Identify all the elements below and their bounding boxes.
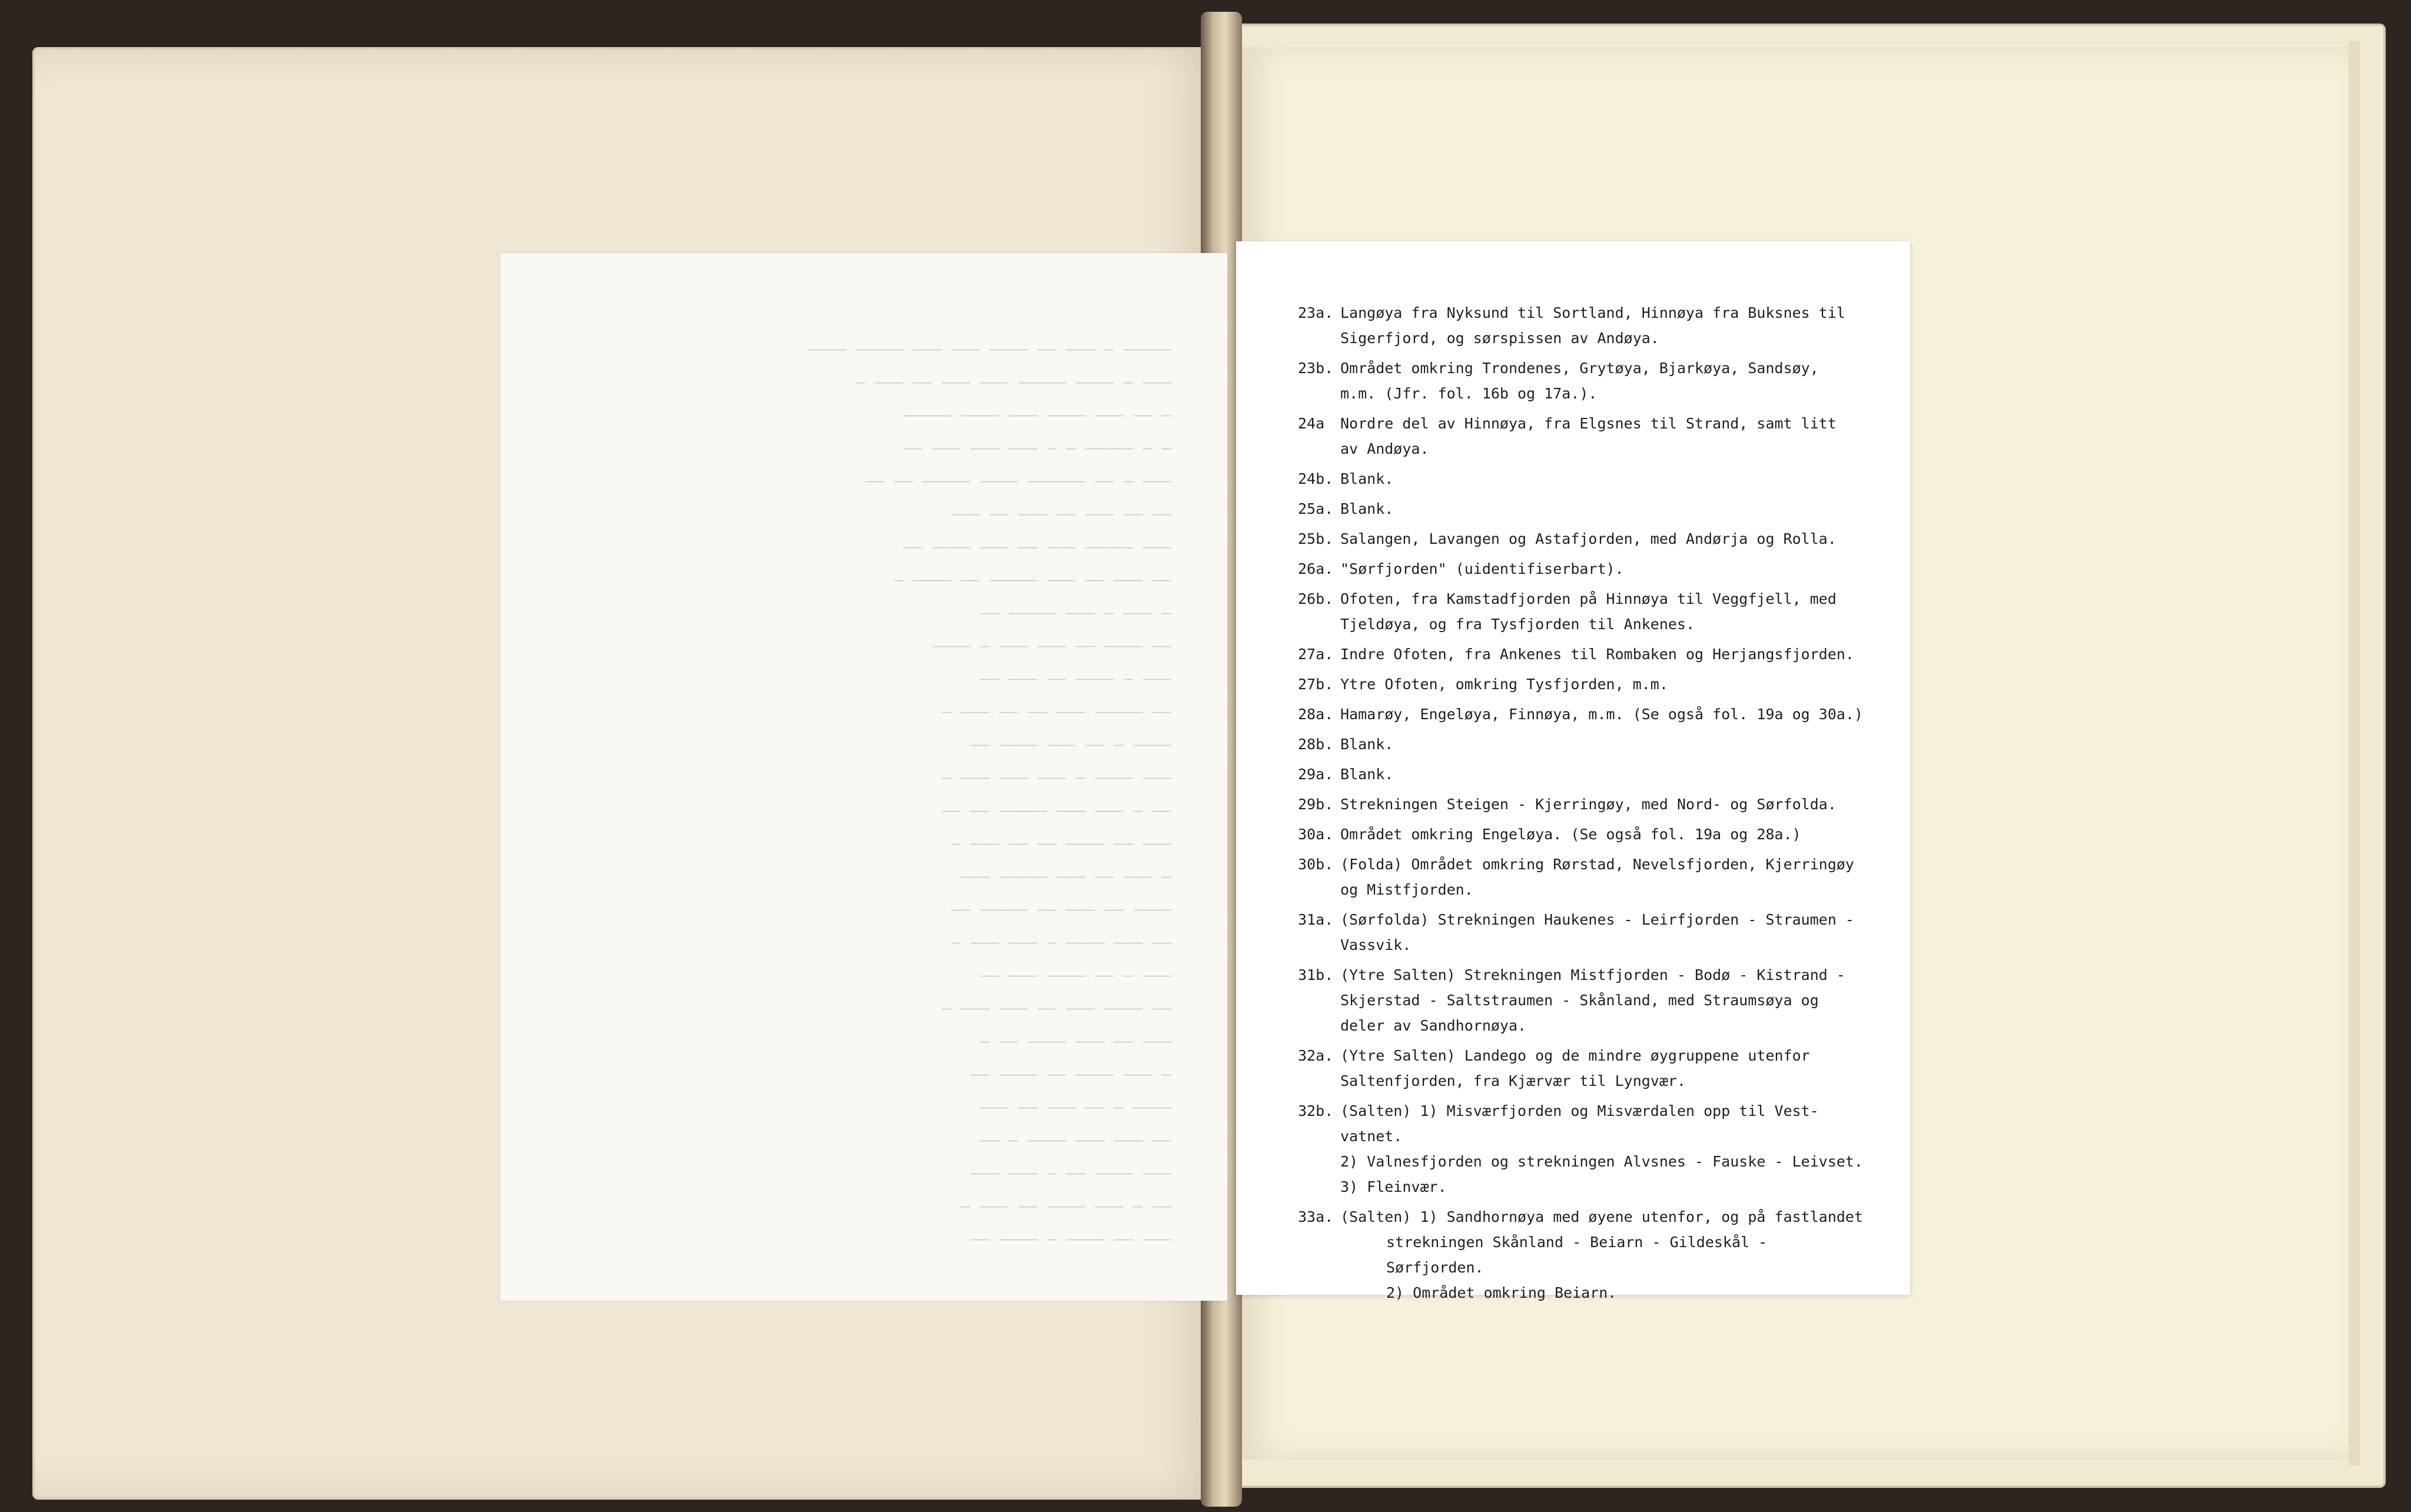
folio-code: 23b. — [1298, 360, 1334, 377]
entry-first-line — [1298, 411, 1898, 436]
index-entry — [1298, 762, 1898, 787]
entry-first-line — [1298, 672, 1898, 697]
entry-text: Området omkring Trondenes, Grytøya, Bjarkøya, Sandsøy, — [1340, 360, 1819, 377]
entry-continuation-line: 2) Området omkring Beiarn. — [1386, 1284, 1617, 1301]
index-entry — [1298, 496, 1898, 521]
entry-continuation-line: Sigerfjord, og sørspissen av Andøya. — [1340, 330, 1659, 347]
folio-code: 26a. — [1298, 560, 1334, 577]
folio-code: 25b. — [1298, 530, 1334, 547]
entry-continuation-line: 3) Fleinvær. — [1340, 1178, 1447, 1195]
entry-text: Ytre Ofoten, omkring Tysfjorden, m.m. — [1340, 676, 1668, 693]
entry-continuation-line: Vassvik. — [1340, 936, 1412, 953]
index-entry — [1298, 962, 1898, 1038]
entry-continuation-line: Tjeldøya, og fra Tysfjorden til Ankenes. — [1340, 616, 1695, 633]
index-entry — [1298, 355, 1898, 406]
entry-text: (Salten) 1) Misværfjorden og Misværdalen opp til Vest- — [1340, 1102, 1819, 1119]
index-entry — [1298, 586, 1898, 637]
entry-continuation-line: Skjerstad - Saltstraumen - Skånland, med Straumsøya og — [1340, 992, 1819, 1009]
folio-code: 30b. — [1298, 856, 1334, 873]
entry-text: Ofoten, fra Kamstadfjorden på Hinnøya til Veggfjell, med — [1340, 590, 1837, 607]
entry-text: Salangen, Lavangen og Astafjorden, med Andørja og Rolla. — [1340, 530, 1837, 547]
entry-first-line — [1298, 702, 1898, 727]
entry-first-line — [1298, 586, 1898, 612]
entry-text: Hamarøy, Engeløya, Finnøya, m.m. (Se også fol. 19a og 30a.) — [1340, 706, 1864, 723]
entry-text: Blank. — [1340, 766, 1394, 783]
entry-text: "Sørfjorden" (uidentifiserbart). — [1340, 560, 1624, 577]
folio-code: 29b. — [1298, 796, 1334, 813]
folio-code: 31b. — [1298, 966, 1334, 983]
folio-code: 33a. — [1298, 1208, 1334, 1225]
folio-code: 32a. — [1298, 1047, 1334, 1064]
entry-text: Langøya fra Nyksund til Sortland, Hinnøya fra Buksnes til — [1340, 304, 1845, 321]
index-entry — [1298, 672, 1898, 697]
entry-first-line — [1298, 300, 1898, 325]
reversed-sheet — [500, 253, 1227, 1301]
index-entry — [1298, 702, 1898, 727]
folio-code: 24a — [1298, 415, 1325, 432]
entry-continuation-line: og Mistfjorden. — [1340, 881, 1473, 898]
entry-first-line — [1298, 732, 1898, 757]
entry-first-line — [1298, 642, 1898, 667]
folio-code: 25a. — [1298, 500, 1334, 517]
entry-text: (Sørfolda) Strekningen Haukenes - Leirfjorden - Straumen - — [1340, 911, 1854, 928]
entry-first-line — [1298, 526, 1898, 551]
entry-text: Blank. — [1340, 500, 1394, 517]
entry-text: (Folda) Området omkring Rørstad, Nevelsfjorden, Kjerringøy — [1340, 856, 1854, 873]
index-entry — [1298, 907, 1898, 958]
entry-first-line — [1298, 962, 1898, 988]
index-entry — [1298, 466, 1898, 491]
index-entry — [1298, 642, 1898, 667]
index-sheet — [1236, 241, 1910, 1301]
index-entry — [1298, 411, 1898, 461]
index-entry — [1298, 556, 1898, 581]
folio-code: 28b. — [1298, 736, 1334, 753]
entry-first-line — [1298, 496, 1898, 521]
entry-continuation-line: strekningen Skånland - Beiarn - Gildeskål - — [1386, 1234, 1768, 1251]
entry-first-line — [1298, 1098, 1898, 1124]
page-edges — [2349, 41, 2360, 1466]
folio-code: 29a. — [1298, 766, 1334, 783]
folio-code: 26b. — [1298, 590, 1334, 607]
folio-code: 32b. — [1298, 1102, 1334, 1119]
entry-text: Blank. — [1340, 736, 1394, 753]
index-entry — [1298, 1204, 1898, 1305]
entry-first-line — [1298, 556, 1898, 581]
index-entry — [1298, 1043, 1898, 1094]
index-entry — [1298, 526, 1898, 551]
show-through-text: ————— — ——— —— ———— ——— ——— ————— ———— ——— — ———— ————— ——— ——— —— ——— — — —— ——— ———— ——— ———— ————— — — ————— — — ——— ——— ——— —— ——— — —— —————— ———— ————— —— —— —— —— ——— —— ——— —— ——— ——— ————— ——— —— ——— ———— —— —— ——— —— ——— ————— —— ———— — — ——— — ——— ————— —— —— ———— —— ——— ——— — ———— ——— — ———— —— ——— —— —— ————— ——— —— —— ——— — ———— — —— ——— ———— —— ——— ———— — ——— ——— ——— — —— — ——— ——— ————— —— —— ——— —— ———— —— —— ——— — — ——— —— ——— ————— ——— ———— —— ——— —— ————— —— —— ——— ———— — ——— ——— — ——— — —— ———— ——— —— —— ———— ——— —— ——— ——— — ——— —— ——— ———— —— — — ——— ———— —— ———— —— ———— — —— ——— —— ——— —— ——— ——— ———— — —— ——— ———— —— — ——— ——— —— — ——— ———— —— ——— — ——— —— ———— — ———— —— — [808, 340, 1171, 1248]
folio-code: 23a. — [1298, 304, 1334, 321]
entry-text: Strekningen Steigen - Kjerringøy, med Nord- og Sørfolda. — [1340, 796, 1837, 813]
entry-first-line — [1298, 907, 1898, 932]
entry-continuation-line: vatnet. — [1340, 1128, 1403, 1145]
index-entry — [1298, 1098, 1898, 1199]
folio-code: 31a. — [1298, 911, 1334, 928]
entry-continuation-line: Saltenfjorden, fra Kjærvær til Lyngvær. — [1340, 1072, 1686, 1089]
folio-code: 28a. — [1298, 706, 1334, 723]
index-entry — [1298, 732, 1898, 757]
entry-first-line — [1298, 822, 1898, 847]
folio-code: 27a. — [1298, 646, 1334, 663]
entry-text: (Ytre Salten) Landego og de mindre øygruppene utenfor — [1340, 1047, 1810, 1064]
index-entry — [1298, 852, 1898, 902]
entry-first-line — [1298, 466, 1898, 491]
entry-list — [1298, 300, 1898, 1310]
entry-continuation-line: Sørfjorden. — [1386, 1259, 1484, 1276]
index-entry — [1298, 792, 1898, 817]
index-entry — [1298, 300, 1898, 351]
folio-code: 24b. — [1298, 470, 1334, 487]
entry-first-line — [1298, 792, 1898, 817]
entry-text: Blank. — [1340, 470, 1394, 487]
folio-code: 30a. — [1298, 826, 1334, 843]
entry-continuation-line: av Andøya. — [1340, 440, 1429, 457]
entry-first-line — [1298, 1043, 1898, 1068]
entry-first-line — [1298, 762, 1898, 787]
entry-first-line — [1298, 1204, 1898, 1229]
entry-continuation-line: deler av Sandhornøya. — [1340, 1017, 1527, 1034]
index-entry — [1298, 822, 1898, 847]
entry-text: Indre Ofoten, fra Ankenes til Rombaken og Herjangsfjorden. — [1340, 646, 1854, 663]
entry-first-line — [1298, 852, 1898, 877]
folio-code: 27b. — [1298, 676, 1334, 693]
entry-continuation-line: m.m. (Jfr. fol. 16b og 17a.). — [1340, 385, 1598, 402]
entry-text: (Salten) 1) Sandhornøya med øyene utenfor, og på fastlandet — [1340, 1208, 1864, 1225]
entry-text: Området omkring Engeløya. (Se også fol. 19a og 28a.) — [1340, 826, 1801, 843]
entry-text: Nordre del av Hinnøya, fra Elgsnes til Strand, samt litt — [1340, 415, 1837, 432]
entry-text: (Ytre Salten) Strekningen Mistfjorden - Bodø - Kistrand - — [1340, 966, 1845, 983]
entry-first-line — [1298, 355, 1898, 381]
entry-continuation-line: 2) Valnesfjorden og strekningen Alvsnes - Fauske - Leivset. — [1340, 1153, 1864, 1170]
